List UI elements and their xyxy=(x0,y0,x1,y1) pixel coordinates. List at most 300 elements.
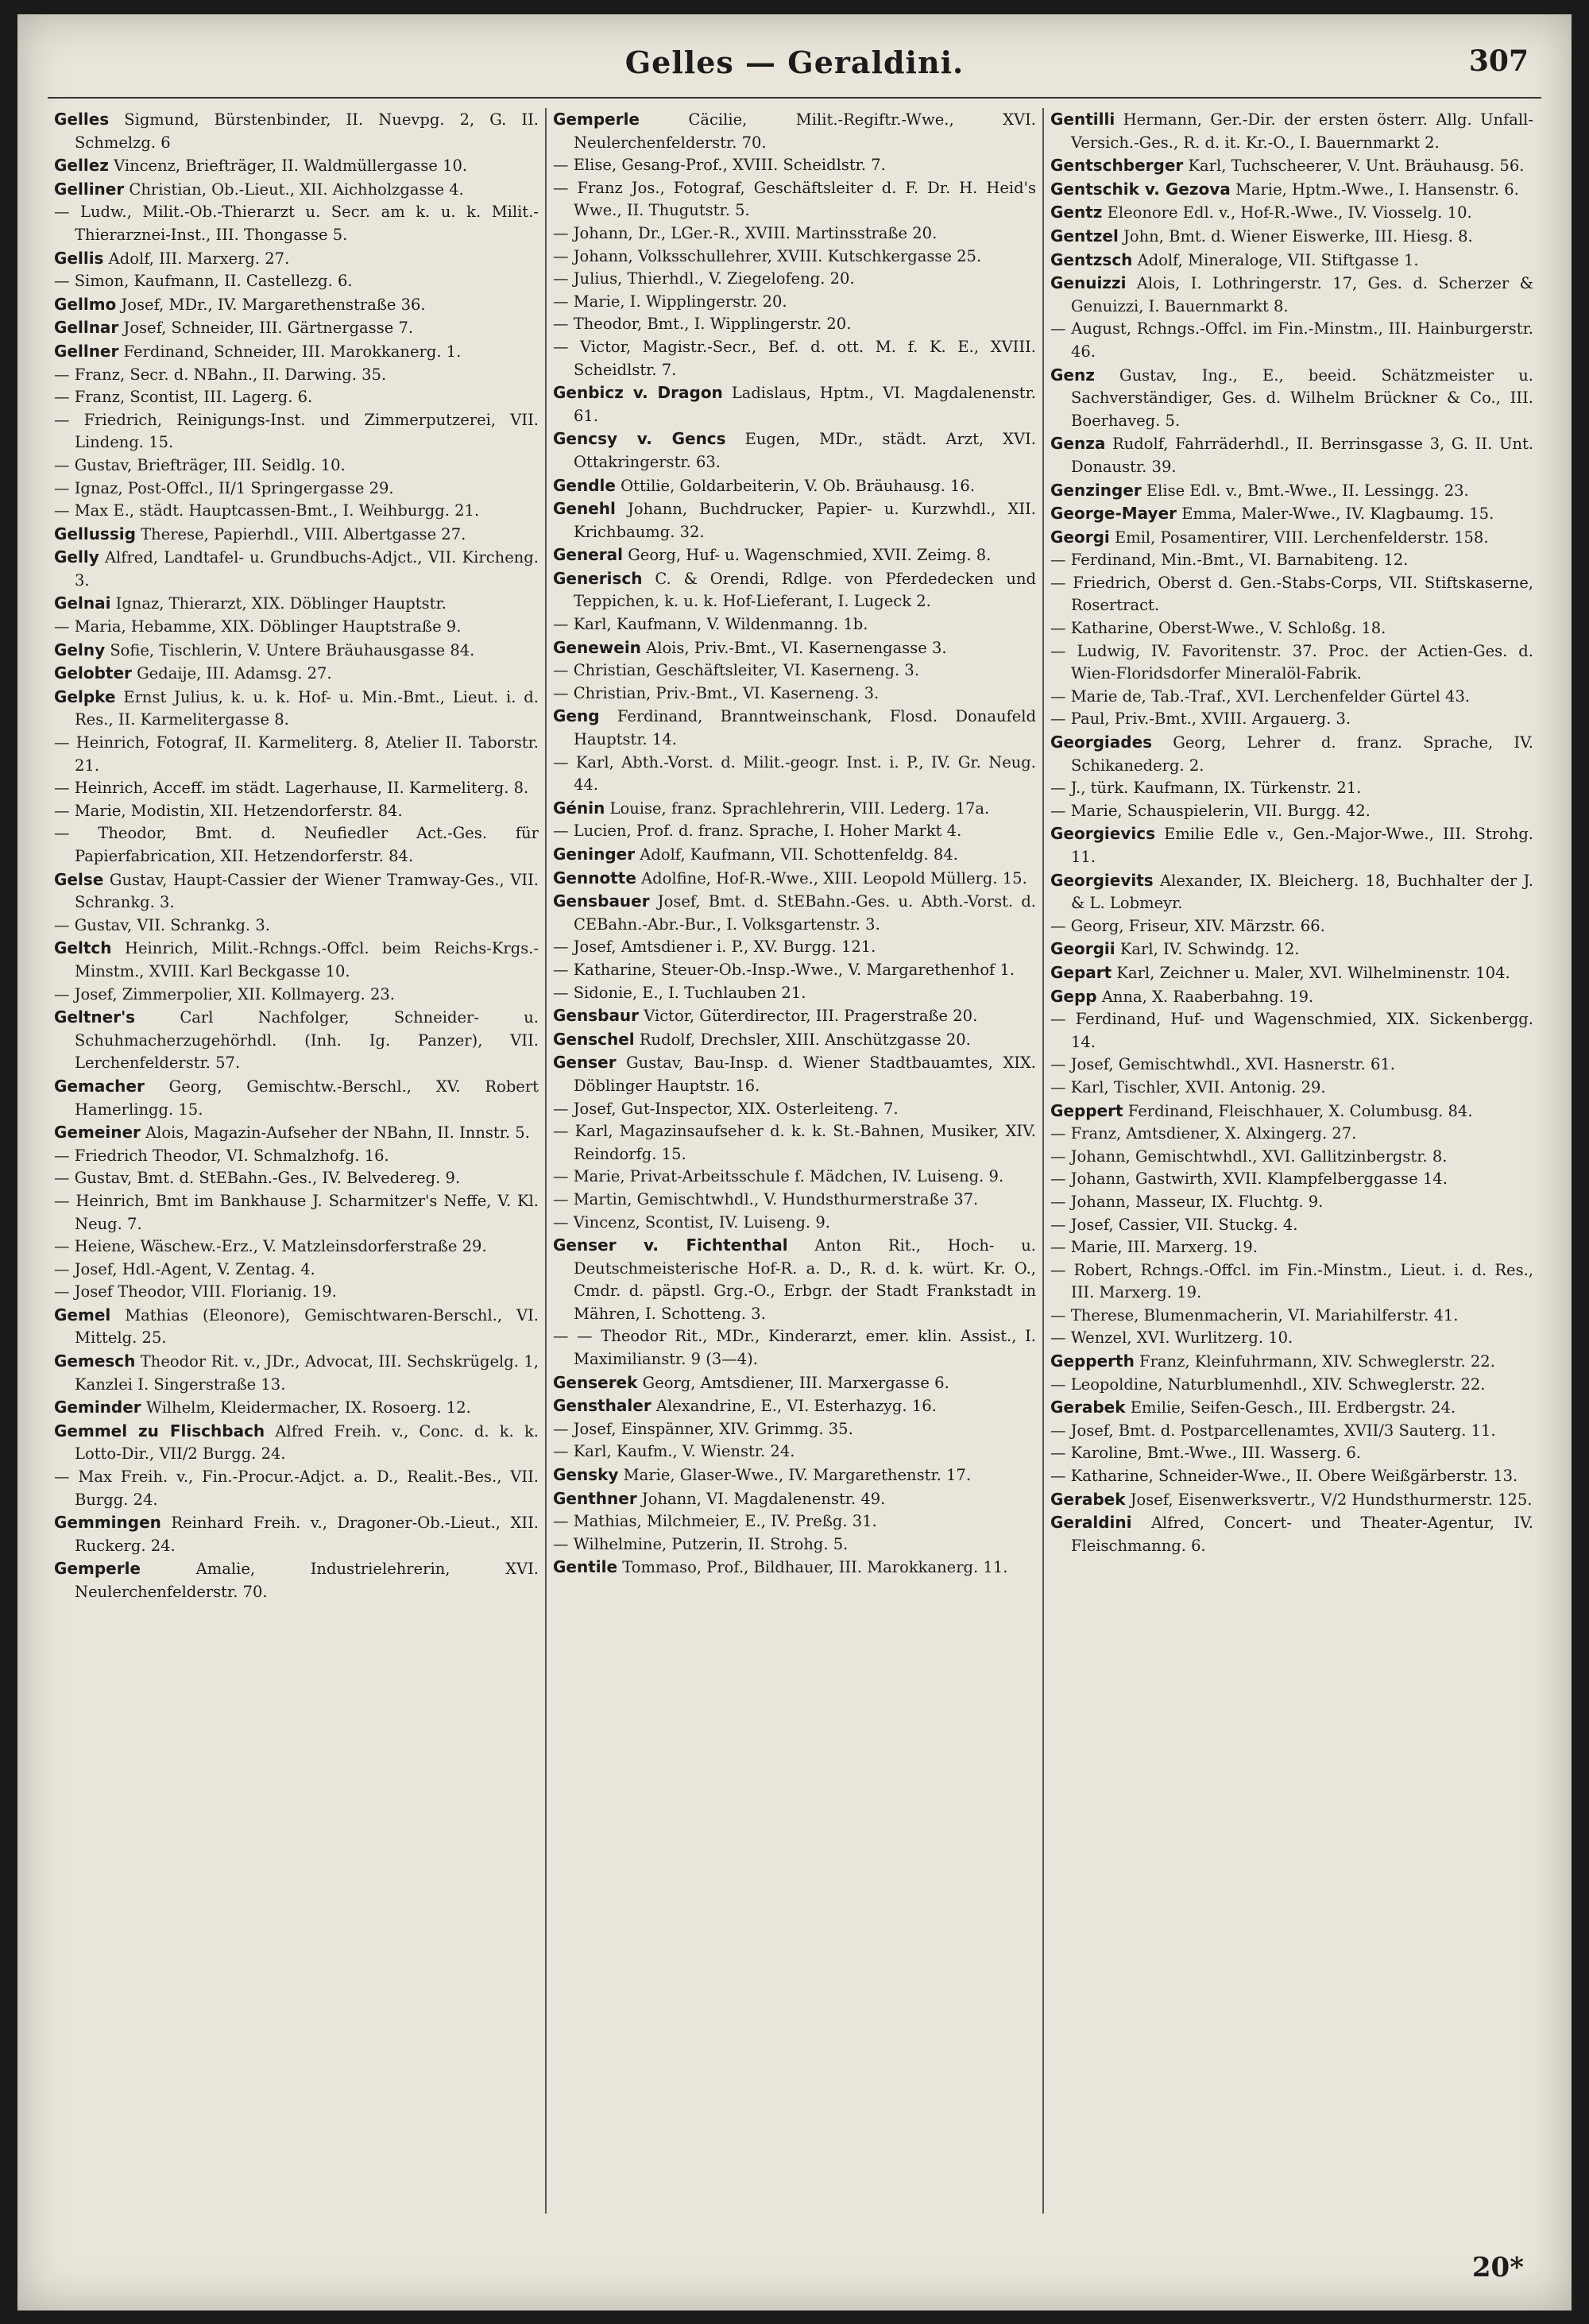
directory-entry xyxy=(54,616,539,639)
entry-surname: Generisch xyxy=(553,568,643,588)
entry-details: Emilie, Seifen-Gesch., III. Erdbergstr. 24. xyxy=(1125,1398,1456,1417)
entry-details: — Gustav, Briefträger, III. Seidlg. 10. xyxy=(54,455,346,474)
directory-entry xyxy=(54,1420,539,1466)
directory-entry xyxy=(553,982,1036,1005)
entry-details: — Johann, Volksschullehrer, XVIII. Kutschkergasse 25. xyxy=(553,246,982,265)
entry-details: Rudolf, Drechsler, XIII. Anschützgasse 20. xyxy=(634,1030,971,1049)
directory-entry xyxy=(553,1212,1036,1235)
entry-surname: Gelles xyxy=(54,110,110,129)
entry-details: — Marie, Privat-Arbeitsschule f. Mädchen, IV. Luiseng. 9. xyxy=(553,1167,1004,1186)
entry-surname: Genewein xyxy=(553,637,641,657)
directory-entry xyxy=(553,268,1036,291)
entry-details: Ottilie, Goldarbeiterin, V. Ob. Bräuhausg. 16. xyxy=(615,476,976,495)
directory-entry xyxy=(54,546,539,592)
directory-entry xyxy=(54,454,539,478)
directory-entry xyxy=(54,800,539,823)
directory-entry xyxy=(553,1556,1036,1580)
entry-details: Karl, Tuchscheerer, V. Unt. Bräuhausg. 56. xyxy=(1183,157,1525,176)
entry-details: — Heinrich, Acceff. im städt. Lagerhause, II. Karmeliterg. 8. xyxy=(54,779,529,798)
running-head: Gelles — Geraldini. xyxy=(624,44,965,80)
directory-entry xyxy=(1050,731,1533,777)
column-1 xyxy=(48,108,545,2214)
entry-details: Alexander, IX. Bleicherg. 18, Buchhalter der J. & L. Lobmeyr. xyxy=(1071,871,1533,913)
entry-details: Gustav, Ing., E., beeid. Schätzmeister u. Sachverständiger, Ges. d. Wilhelm Brückner & Co., III. Boerhaveg. 5. xyxy=(1071,365,1533,430)
entry-surname: Georgievics xyxy=(1050,824,1155,844)
entry-details: Georg, Huf- u. Wagenschmied, XVII. Zeimg. 8. xyxy=(623,546,992,565)
directory-entry xyxy=(553,567,1036,613)
directory-entry xyxy=(1050,572,1533,617)
directory-entry xyxy=(1050,1305,1533,1328)
entry-details: Emma, Maler-Wwe., IV. Klagbaumg. 15. xyxy=(1177,505,1494,524)
entry-details: Gustav, Bau-Insp. d. Wiener Stadtbauamtes, XIX. Döblinger Hauptstr. 16. xyxy=(574,1054,1036,1095)
entry-details: — Georg, Friseur, XIV. Märzstr. 66. xyxy=(1050,916,1325,935)
directory-entry xyxy=(1050,938,1533,961)
entry-surname: Gelpke xyxy=(54,686,116,706)
entry-details: Ernst Julius, k. u. k. Hof- u. Min.-Bmt., Lieut. i. d. Res., II. Karmelitergasse 8. xyxy=(75,687,539,729)
directory-entry xyxy=(54,1466,539,1511)
entry-surname: Gelnai xyxy=(54,594,111,613)
directory-entry xyxy=(1050,686,1533,709)
entry-surname: Gepp xyxy=(1050,986,1097,1006)
directory-entry xyxy=(1050,1168,1533,1191)
entry-surname: Gensbauer xyxy=(553,891,650,911)
entry-details: Gustav, Haupt-Cassier der Wiener Tramway-Ges., VII. Schrankg. 3. xyxy=(75,870,539,912)
directory-entry xyxy=(1050,1420,1533,1443)
directory-entry xyxy=(553,246,1036,269)
entry-details: — Martin, Gemischtwhdl., V. Hundsthurmerstraße 37. xyxy=(553,1189,979,1208)
entry-surname: Gelliner xyxy=(54,179,125,199)
entry-surname: Georgi xyxy=(1050,527,1110,547)
directory-entry xyxy=(54,201,539,246)
entry-details: — Katharine, Steuer-Ob.-Insp.-Wwe., V. Margarethenhof 1. xyxy=(553,960,1015,979)
entry-details: — Theodor, Bmt., I. Wipplingerstr. 20. xyxy=(553,315,852,334)
directory-entry xyxy=(1050,201,1533,225)
entry-surname: Gerabek xyxy=(1050,1489,1126,1509)
entry-details: Anton Rit., Hoch- u. Deutschmeisterische Hof-R. a. D., R. d. k. würt. Kr. O., Cmdr. d. päpstl. Grg.-O., Erbgr. der Stadt Frankstadt in Mähren, I. Schotteng. 3. xyxy=(574,1236,1036,1323)
directory-entry xyxy=(1050,1396,1533,1420)
entry-details: — Victor, Magistr.-Secr., Bef. d. ott. M. f. K. E., XVIII. Scheidlstr. 7. xyxy=(553,337,1036,379)
entry-details: Marie, Glaser-Wwe., IV. Margarethenstr. 17. xyxy=(618,1466,972,1485)
directory-entry xyxy=(1050,617,1533,640)
entry-surname: Gentile xyxy=(553,1557,618,1577)
directory-entry xyxy=(553,636,1036,660)
entry-surname: Genz xyxy=(1050,365,1095,385)
entry-details: Eugen, MDr., städt. Arzt, XVI. Ottakringerstr. 63. xyxy=(574,430,1036,471)
entry-details: Georg, Amtsdiener, III. Marxergasse 6. xyxy=(637,1373,949,1392)
entry-details: Marie, Hptm.-Wwe., I. Hansenstr. 6. xyxy=(1230,180,1519,199)
entry-details: — Robert, Rchngs.-Offcl. im Fin.-Minstm., Lieut. i. d. Res., III. Marxerg. 19. xyxy=(1050,1260,1533,1302)
entry-details: — Marie, III. Marxerg. 19. xyxy=(1050,1238,1258,1257)
entry-surname: Genschel xyxy=(553,1029,635,1049)
directory-entry xyxy=(1050,1191,1533,1214)
entry-details: Alois, Priv.-Bmt., VI. Kasernengasse 3. xyxy=(640,638,947,657)
directory-entry xyxy=(54,478,539,501)
entry-surname: Gennotte xyxy=(553,868,636,887)
entry-surname: Geraldini xyxy=(1050,1513,1132,1533)
column-2 xyxy=(545,108,1042,2214)
directory-entry xyxy=(54,108,539,154)
entry-details: Sofie, Tischlerin, V. Untere Bräuhausgasse 84. xyxy=(105,640,475,659)
column-3 xyxy=(1042,108,1540,2214)
entry-details: — Josef, Gut-Inspector, XIX. Osterleiteng. 7. xyxy=(553,1099,899,1118)
directory-entry xyxy=(1050,526,1533,550)
directory-entry xyxy=(1050,1054,1533,1077)
entry-surname: Geng xyxy=(553,706,600,726)
directory-entry xyxy=(54,247,539,271)
entry-details: — Max Freih. v., Fin.-Procur.-Adjct. a. D., Realit.-Bes., VII. Burgg. 24. xyxy=(54,1467,539,1509)
entry-surname: Gepperth xyxy=(1050,1351,1135,1371)
entry-details: — Marie, I. Wipplingerstr. 20. xyxy=(553,292,787,311)
entry-details: Alfred Freih. v., Conc. d. k. k. Lotto-Dir., VII/2 Burgg. 24. xyxy=(75,1421,539,1464)
entry-details: Johann, Buchdrucker, Papier- u. Kurzwhdl., XII. Krichbaumg. 32. xyxy=(574,500,1036,541)
entry-surname: Gentz xyxy=(1050,203,1103,222)
directory-entry xyxy=(54,822,539,868)
directory-entry xyxy=(54,639,539,663)
directory-entry xyxy=(1050,1214,1533,1237)
directory-entry xyxy=(553,797,1036,821)
entry-details: C. & Orendi, Rdlge. von Pferdedecken und Teppichen, k. u. k. Hof-Lieferant, I. Lugeck 2. xyxy=(574,569,1036,611)
entry-surname: Gemperle xyxy=(553,110,640,129)
directory-entry xyxy=(553,1418,1036,1441)
entry-details: Alexandrine, E., VI. Esterhazyg. 16. xyxy=(651,1397,937,1416)
directory-entry xyxy=(54,1304,539,1350)
entry-details: — Karl, Tischler, XVII. Antonig. 29. xyxy=(1050,1077,1326,1096)
entry-surname: Genbicz v. Dragon xyxy=(553,383,723,403)
entry-details: — Maria, Hebamme, XIX. Döblinger Hauptstraße 9. xyxy=(54,617,462,636)
entry-details: — Max E., städt. Hauptcassen-Bmt., I. Weihburgg. 21. xyxy=(54,501,480,520)
directory-entry xyxy=(1050,1488,1533,1512)
entry-details: — Friedrich Theodor, VI. Schmalzhofg. 16. xyxy=(54,1146,389,1165)
directory-entry xyxy=(553,1510,1036,1533)
page-header xyxy=(17,44,1572,92)
entry-details: Wilhelm, Kleidermacher, IX. Rosoerg. 12. xyxy=(141,1398,471,1417)
entry-details: — Therese, Blumenmacherin, VI. Mariahilferstr. 41. xyxy=(1050,1305,1459,1324)
entry-details: Georg, Lehrer d. franz. Sprache, IV. Schikanederg. 2. xyxy=(1071,733,1533,775)
entry-details: — Simon, Kaufmann, II. Castellezg. 6. xyxy=(54,272,353,291)
directory-entry xyxy=(553,1098,1036,1121)
entry-details: Heinrich, Milit.-Rchngs.-Offcl. beim Reichs-Krgs.-Minstm., XVIII. Karl Beckgasse 10. xyxy=(75,939,539,980)
directory-entry xyxy=(553,177,1036,222)
entry-details: — Josef, Gemischtwhdl., XVI. Hasnerstr. 61. xyxy=(1050,1055,1396,1074)
directory-entry xyxy=(553,313,1036,336)
directory-entry xyxy=(553,936,1036,959)
directory-entry xyxy=(553,1051,1036,1097)
entry-surname: General xyxy=(553,545,623,565)
directory-entry xyxy=(1050,479,1533,503)
directory-entry xyxy=(553,381,1036,427)
entry-details: — Friedrich, Oberst d. Gen.-Stabs-Corps, VII. Stiftskaserne, Rosertract. xyxy=(1050,573,1533,615)
directory-entry xyxy=(54,777,539,800)
directory-entry xyxy=(1050,708,1533,731)
directory-entry xyxy=(54,409,539,454)
directory-entry xyxy=(553,154,1036,177)
directory-entry xyxy=(54,154,539,178)
directory-entry xyxy=(54,1350,539,1396)
entry-surname: Geltch xyxy=(54,938,112,958)
entry-details: — Josef, Cassier, VII. Stuckg. 4. xyxy=(1050,1215,1298,1234)
directory-entry xyxy=(553,890,1036,936)
directory-entry xyxy=(1050,915,1533,938)
directory-entry xyxy=(553,843,1036,867)
directory-entry xyxy=(553,820,1036,843)
directory-entry xyxy=(1050,1123,1533,1146)
entry-details: Karl, Zeichner u. Maler, XVI. Wilhelminenstr. 104. xyxy=(1112,963,1510,982)
entry-details: Josef, Eisenwerksvertr., V/2 Hundsthurmerstr. 125. xyxy=(1125,1490,1533,1509)
entry-details: — Johann, Gastwirth, XVII. Klampfelberggasse 14. xyxy=(1050,1170,1448,1189)
directory-entry xyxy=(1050,961,1533,985)
directory-entry xyxy=(54,732,539,777)
directory-entry xyxy=(1050,1327,1533,1350)
entry-details: — Karoline, Bmt.-Wwe., III. Wasserg. 6. xyxy=(1050,1444,1362,1463)
entry-details: Georg, Gemischtw.-Berschl., XV. Robert Hamerlingg. 15. xyxy=(75,1077,539,1119)
directory-entry xyxy=(1050,640,1533,686)
entry-details: — Josef, Einspänner, XIV. Grimmg. 35. xyxy=(553,1419,853,1438)
entry-details: — Ludw., Milit.-Ob.-Thierarzt u. Secr. am k. u. k. Milit.-Thierarznei-Inst., III. Thongasse 5. xyxy=(54,203,539,244)
entry-surname: Gensky xyxy=(553,1465,619,1485)
entry-details: Franz, Kleinfuhrmann, XIV. Schweglerstr. 22. xyxy=(1134,1352,1495,1371)
entry-surname: Gentschik v. Gezova xyxy=(1050,179,1231,199)
directory-entry xyxy=(1050,1077,1533,1100)
entry-surname: Gentzel xyxy=(1050,226,1119,246)
entry-surname: Gemacher xyxy=(54,1076,145,1096)
entry-surname: Gensbaur xyxy=(553,1006,640,1026)
entry-details: Carl Nachfolger, Schneider- u. Schuhmacherzugehörhdl. (Inh. Ig. Panzer), VII. Lerchenfelderstr. 57. xyxy=(75,1008,539,1073)
entry-details: — Josef, Bmt. d. Postparcellenamtes, XVII/3 Sauterg. 11. xyxy=(1050,1421,1496,1440)
entry-details: Ladislaus, Hptm., VI. Magdalenenstr. 61. xyxy=(574,384,1036,425)
entry-surname: Geminder xyxy=(54,1398,141,1417)
directory-entry xyxy=(54,1235,539,1259)
entry-surname: Genser xyxy=(553,1053,617,1073)
directory-entry xyxy=(54,686,539,732)
entry-details: — Gustav, Bmt. d. StEBahn.-Ges., IV. Belvedereg. 9. xyxy=(54,1169,461,1188)
directory-entry xyxy=(553,1371,1036,1395)
directory-entry xyxy=(1050,822,1533,868)
directory-entry xyxy=(54,1396,539,1420)
directory-entry xyxy=(1050,1146,1533,1169)
entry-details: Sigmund, Bürstenbinder, II. Nuevpg. 2, G. II. Schmelzg. 6 xyxy=(75,110,539,152)
directory-entry xyxy=(1050,1442,1533,1465)
entry-details: Josef, Bmt. d. StEBahn.-Ges. u. Abth.-Vorst. d. CEBahn.-Abr.-Bur., I. Volksgartenstr. 3. xyxy=(574,892,1036,934)
entry-surname: Gellis xyxy=(54,248,104,268)
directory-entry xyxy=(1050,1008,1533,1054)
entry-surname: Gellussig xyxy=(54,524,136,543)
directory-entry xyxy=(1050,272,1533,318)
directory-entry xyxy=(54,1511,539,1557)
entry-details: — Katharine, Schneider-Wwe., II. Obere Weißgärberstr. 13. xyxy=(1050,1467,1518,1486)
directory-entry xyxy=(1050,1511,1533,1557)
entry-details: John, Bmt. d. Wiener Eiswerke, III. Hiesg. 8. xyxy=(1118,226,1473,246)
entry-details: — Karl, Abth.-Vorst. d. Milit.-geogr. Inst. i. P., IV. Gr. Neug. 44. xyxy=(553,752,1036,795)
entry-details: — Leopoldine, Naturblumenhdl., XIV. Schweglerstr. 22. xyxy=(1050,1375,1486,1394)
entry-details: — Marie de, Tab.-Traf., XVI. Lerchenfelder Gürtel 43. xyxy=(1050,686,1471,706)
entry-details: — Julius, Thierhdl., V. Ziegelofeng. 20. xyxy=(553,269,855,288)
entry-details: — Paul, Priv.-Bmt., XVIII. Argauerg. 3. xyxy=(1050,710,1351,729)
entry-details: — Josef, Hdl.-Agent, V. Zentag. 4. xyxy=(54,1259,315,1278)
directory-entry xyxy=(553,1028,1036,1052)
entry-details: Gedaije, III. Adamsg. 27. xyxy=(131,664,332,683)
directory-entry xyxy=(553,705,1036,751)
directory-entry xyxy=(54,316,539,340)
entry-details: — Karl, Kaufmann, V. Wildenmanng. 1b. xyxy=(553,615,868,634)
entry-surname: Georgievits xyxy=(1050,870,1154,890)
entry-details: Vincenz, Briefträger, II. Waldmüllergasse 10. xyxy=(108,157,468,176)
entry-details: Adolf, Kaufmann, VII. Schottenfeldg. 84. xyxy=(635,845,958,864)
entry-surname: Gepart xyxy=(1050,962,1112,982)
directory-entry xyxy=(553,613,1036,636)
entry-details: Theodor Rit. v., JDr., Advocat, III. Sechskrügelg. 1, Kanzlei I. Singerstraße 13. xyxy=(75,1352,539,1394)
directory-entry xyxy=(54,868,539,915)
directory-entry xyxy=(54,662,539,686)
entry-surname: Genuizzi xyxy=(1050,273,1127,293)
entry-surname: Georgiades xyxy=(1050,733,1153,752)
directory-entry xyxy=(54,1006,539,1075)
entry-details: — — Theodor Rit., MDr., Kinderarzt, emer. klin. Assist., I. Maximilianstr. 9 (3—4). xyxy=(553,1327,1036,1369)
directory-entry xyxy=(553,959,1036,982)
directory-entry xyxy=(1050,178,1533,202)
directory-entry xyxy=(553,336,1036,381)
directory-entry xyxy=(54,1259,539,1282)
directory-entry xyxy=(1050,364,1533,433)
entry-details: Elise Edl. v., Bmt.-Wwe., II. Lessingg. 23. xyxy=(1141,481,1469,500)
directory-entry xyxy=(1050,1259,1533,1305)
directory-entry xyxy=(553,867,1036,891)
directory-entry xyxy=(54,937,539,983)
entry-surname: Genza xyxy=(1050,434,1106,454)
entry-surname: Gemperle xyxy=(54,1559,141,1579)
entry-details: — Josef, Zimmerpolier, XII. Kollmayerg. 23. xyxy=(54,984,395,1003)
entry-details: — J., türk. Kaufmann, IX. Türkenstr. 21. xyxy=(1050,779,1362,798)
entry-surname: Geninger xyxy=(553,845,636,864)
directory-entry xyxy=(1050,549,1533,572)
directory-page xyxy=(17,14,1572,2310)
entry-details: — Theodor, Bmt. d. Neufiedler Act.-Ges. für Papierfabrication, XII. Hetzendorferstr. 84. xyxy=(54,824,539,865)
directory-entry xyxy=(54,364,539,387)
entry-details: Alfred, Concert- und Theater-Agentur, IV. Fleischmanng. 6. xyxy=(1071,1514,1533,1555)
entry-surname: Genehl xyxy=(553,499,616,519)
directory-entry xyxy=(1050,249,1533,273)
entry-details: — Christian, Geschäftsleiter, VI. Kaserneng. 3. xyxy=(553,661,920,680)
directory-entry xyxy=(54,500,539,523)
directory-entry xyxy=(54,386,539,409)
entry-details: Louise, franz. Sprachlehrerin, VIII. Lederg. 17a. xyxy=(605,799,990,818)
directory-entry xyxy=(553,291,1036,314)
entry-details: — Josef Theodor, VIII. Florianig. 19. xyxy=(54,1282,337,1301)
directory-entry xyxy=(553,1004,1036,1028)
entry-details: — Franz, Amtsdiener, X. Alxingerg. 27. xyxy=(1050,1124,1357,1143)
directory-entry xyxy=(54,1557,539,1603)
entry-details: Adolf, Mineraloge, VII. Stiftgasse 1. xyxy=(1132,250,1419,269)
entry-details: — Franz, Scontist, III. Lagerg. 6. xyxy=(54,388,313,407)
entry-surname: Gelobter xyxy=(54,663,132,683)
directory-entry xyxy=(54,1281,539,1304)
directory-entry xyxy=(553,1325,1036,1371)
entry-details: Alfred, Landtafel- u. Grundbuchs-Adjct., VII. Kircheng. 3. xyxy=(75,548,539,590)
entry-details: — Franz, Secr. d. NBahn., II. Darwing. 35. xyxy=(54,365,387,384)
entry-details: — Ferdinand, Huf- und Wagenschmied, XIX. Sickenbergg. 14. xyxy=(1050,1010,1533,1051)
entry-details: — Johann, Dr., LGer.-R., XVIII. Martinsstraße 20. xyxy=(553,223,938,242)
directory-entry xyxy=(1050,108,1533,154)
entry-details: — Friedrich, Reinigungs-Inst. und Zimmerputzerei, VII. Lindeng. 15. xyxy=(54,410,539,452)
entry-details: Emil, Posamentirer, VIII. Lerchenfelderstr. 158. xyxy=(1109,528,1489,547)
directory-entry xyxy=(553,1234,1036,1325)
entry-details: Ferdinand, Fleischhauer, X. Columbusg. 84. xyxy=(1123,1101,1473,1120)
entry-details: — Marie, Schauspielerin, VII. Burgg. 42. xyxy=(1050,801,1371,820)
directory-entry xyxy=(553,1394,1036,1418)
entry-surname: Gellez xyxy=(54,156,109,176)
entry-surname: Gellner xyxy=(54,341,119,361)
directory-entry xyxy=(54,592,539,616)
directory-entry xyxy=(553,1487,1036,1511)
entry-details: — Johann, Gemischtwhdl., XVI. Gallitzinbergstr. 8. xyxy=(1050,1147,1448,1166)
entry-details: — Christian, Priv.-Bmt., VI. Kaserneng. 3. xyxy=(553,683,880,702)
entry-details: — Gustav, VII. Schrankg. 3. xyxy=(54,915,270,934)
entry-surname: Genzinger xyxy=(1050,480,1142,500)
entry-surname: Gemesch xyxy=(54,1351,136,1371)
directory-entry xyxy=(1050,1100,1533,1123)
columns xyxy=(48,108,1541,2214)
directory-entry xyxy=(54,984,539,1007)
entry-details: — Lucien, Prof. d. franz. Sprache, I. Hoher Markt 4. xyxy=(553,822,962,841)
entry-details: Emilie Edle v., Gen.-Major-Wwe., III. Strohg. 11. xyxy=(1071,825,1533,866)
entry-details: Josef, Schneider, III. Gärtnergasse 7. xyxy=(118,319,414,338)
entry-surname: Gemmel zu Flischbach xyxy=(54,1421,265,1440)
entry-surname: Geltner's xyxy=(54,1007,136,1027)
entry-surname: Gentschberger xyxy=(1050,156,1184,176)
entry-details: Therese, Papierhdl., VIII. Albertgasse 27. xyxy=(135,524,466,543)
directory-entry xyxy=(1050,1465,1533,1488)
entry-details: — Katharine, Oberst-Wwe., V. Schloßg. 18. xyxy=(1050,619,1386,638)
directory-entry xyxy=(1050,869,1533,915)
entry-details: Johann, VI. Magdalenenstr. 49. xyxy=(636,1489,886,1508)
entry-details: — Mathias, Milchmeier, E., IV. Preßg. 31. xyxy=(553,1512,877,1531)
entry-details: Rudolf, Fahrräderhdl., II. Berrinsgasse 3, G. II. Unt. Donaustr. 39. xyxy=(1071,435,1533,476)
directory-entry xyxy=(553,222,1036,246)
entry-details: Ferdinand, Branntweinschank, Flosd. Donaufeld Hauptstr. 14. xyxy=(574,707,1036,749)
entry-details: Adolfine, Hof-R.-Wwe., XIII. Leopold Müllerg. 15. xyxy=(636,868,1027,887)
entry-details: Eleonore Edl. v., Hof-R.-Wwe., IV. Viosselg. 10. xyxy=(1102,203,1472,222)
directory-entry xyxy=(54,178,539,202)
entry-surname: Gemmingen xyxy=(54,1513,161,1533)
directory-entry xyxy=(553,108,1036,154)
entry-surname: Genserek xyxy=(553,1372,638,1392)
directory-entry xyxy=(553,1533,1036,1556)
entry-details: Cäcilie, Milit.-Regiftr.-Wwe., XVI. Neulerchenfelderstr. 70. xyxy=(574,110,1036,152)
entry-surname: Gensthaler xyxy=(553,1396,651,1416)
directory-entry xyxy=(54,270,539,293)
entry-details: — Johann, Masseur, IX. Fluchtg. 9. xyxy=(1050,1192,1324,1211)
directory-entry xyxy=(1050,985,1533,1009)
entry-details: Reinhard Freih. v., Dragoner-Ob.-Lieut., XII. Ruckerg. 24. xyxy=(75,1514,539,1555)
directory-entry xyxy=(553,1120,1036,1166)
entry-surname: Georgii xyxy=(1050,939,1115,959)
entry-details: Amalie, Industrielehrerin, XVI. Neulerchenfelderstr. 70. xyxy=(75,1560,539,1601)
entry-details: Hermann, Ger.-Dir. der ersten österr. Allg. Unfall-Versich.-Ges., R. d. it. Kr.-O., I. Bauernmarkt 2. xyxy=(1071,110,1533,152)
entry-surname: Gerabek xyxy=(1050,1398,1126,1417)
entry-details: — Ferdinand, Min.-Bmt., VI. Barnabiteng. 12. xyxy=(1050,551,1409,570)
entry-details: — Vincenz, Scontist, IV. Luiseng. 9. xyxy=(553,1212,830,1232)
entry-details: — Josef, Amtsdiener i. P., XV. Burgg. 121. xyxy=(553,938,876,957)
directory-entry xyxy=(553,659,1036,683)
entry-surname: Genser v. Fichtenthal xyxy=(553,1235,788,1255)
directory-entry xyxy=(1050,777,1533,800)
entry-details: — Ignaz, Post-Offcl., II/1 Springergasse 29. xyxy=(54,478,394,497)
directory-entry xyxy=(54,523,539,547)
sheet-signature: 20* xyxy=(1471,2252,1524,2283)
entry-details: — Marie, Modistin, XII. Hetzendorferstr. 84. xyxy=(54,801,403,820)
directory-entry xyxy=(1050,502,1533,526)
entry-details: Anna, X. Raaberbahng. 19. xyxy=(1096,987,1314,1006)
entry-details: — August, Rchngs.-Offcl. im Fin.-Minstm., III. Hainburgerstr. 46. xyxy=(1050,319,1533,361)
